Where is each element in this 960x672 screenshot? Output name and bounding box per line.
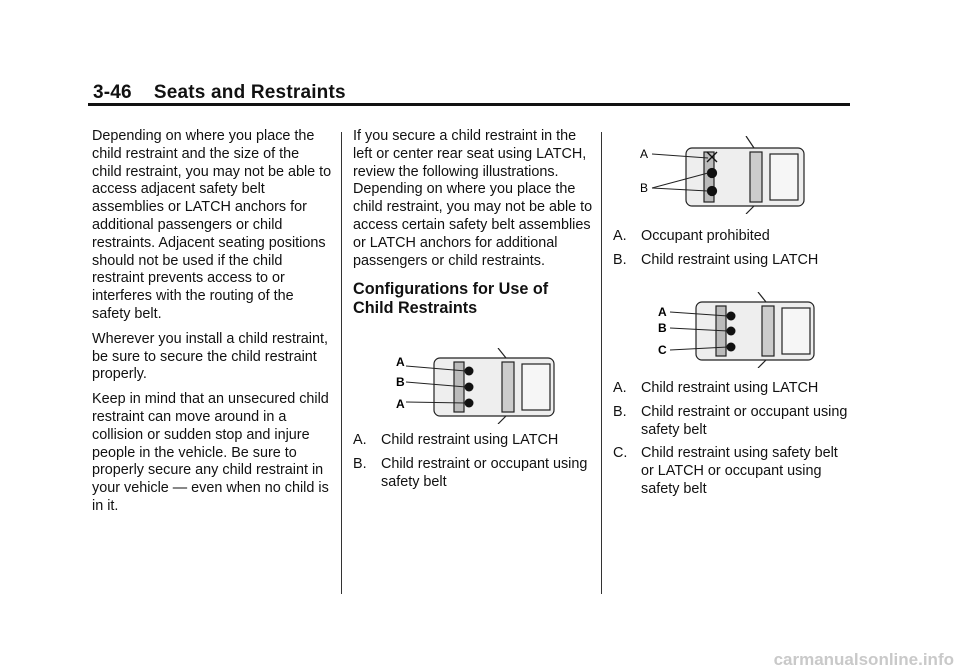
item-key: C. xyxy=(613,445,628,462)
column-divider xyxy=(341,132,342,594)
figure-1-legend xyxy=(353,432,593,497)
list-item xyxy=(353,456,593,492)
item-text: Child restraint or occupant using safety belt xyxy=(381,455,588,490)
item-key: B. xyxy=(613,403,627,420)
watermark: carmanualsonline.info xyxy=(773,650,954,669)
paragraph: If you secure a child restraint in the left or center rear seat using LATCH, review the following illustrations. Depending on where you place the child restraint, you may not be able to access certain safety belt assemblies or LATCH anchors for additional passengers or child restraints. xyxy=(353,128,593,269)
item-key: A. xyxy=(613,380,627,396)
diagram-label: C xyxy=(658,343,667,357)
paragraph: Keep in mind that an unsecured child restraint can move around in a collision or sudden stop and injure people in the vehicle. Be sure to properly secure any child restraint in your vehicle — even when no child is in it. xyxy=(92,391,329,514)
item-text: Child restraint or occupant using safety belt xyxy=(641,403,848,438)
diagram-label: B xyxy=(658,321,667,335)
seating-diagram-2 xyxy=(638,136,808,214)
footer xyxy=(0,648,960,672)
item-key: B. xyxy=(353,455,367,472)
seat-markers xyxy=(727,312,736,352)
diagram-label: B xyxy=(396,375,405,389)
diagram-label: A xyxy=(640,147,649,161)
item-key: A. xyxy=(613,228,627,244)
seating-diagram-1 xyxy=(394,348,558,424)
paragraph: Wherever you install a child restraint, be sure to secure the child restraint properly. xyxy=(92,330,328,383)
column-divider xyxy=(601,132,602,594)
figure-2-legend xyxy=(613,228,853,276)
diagram-label: A xyxy=(396,397,405,411)
item-text: Child restraint using LATCH xyxy=(641,380,819,396)
list-item xyxy=(353,432,593,450)
item-text: Child restraint using LATCH xyxy=(381,432,559,448)
list-item xyxy=(613,228,853,246)
item-text: Child restraint using LATCH xyxy=(641,251,819,268)
header-rule xyxy=(88,103,850,106)
figure-3-legend xyxy=(613,380,853,505)
diagram-label: A xyxy=(658,305,667,319)
item-text: Occupant prohibited xyxy=(641,228,770,244)
item-key: B. xyxy=(613,251,627,268)
seating-diagram-3 xyxy=(654,292,818,368)
page-number: 3-46 xyxy=(93,82,132,103)
list-item xyxy=(613,252,853,270)
item-key: A. xyxy=(353,432,367,448)
paragraph: Depending on where you place the child restraint and the size of the child restraint, you may not be able to access adjacent safety belt assemblies or LATCH anchors for additional passengers or child restraints. Adjacent seating positions should not be used if the child restraint prevents access to or interferes with the routing of the safety belt. xyxy=(92,128,332,322)
column-1 xyxy=(92,128,332,523)
page-header xyxy=(93,82,346,104)
list-item xyxy=(613,380,853,398)
section-title: Seats and Restraints xyxy=(153,82,346,103)
diagram-label: B xyxy=(640,181,649,195)
vehicle-outline xyxy=(686,136,804,214)
item-text: Child restraint using safety belt or LATCH or occupant using safety belt xyxy=(641,445,838,497)
list-item xyxy=(613,404,853,440)
diagram-label: A xyxy=(396,355,405,369)
column-2 xyxy=(353,128,593,318)
list-item xyxy=(613,445,853,498)
section-heading: Configurations for Use of Child Restraints xyxy=(353,280,549,318)
